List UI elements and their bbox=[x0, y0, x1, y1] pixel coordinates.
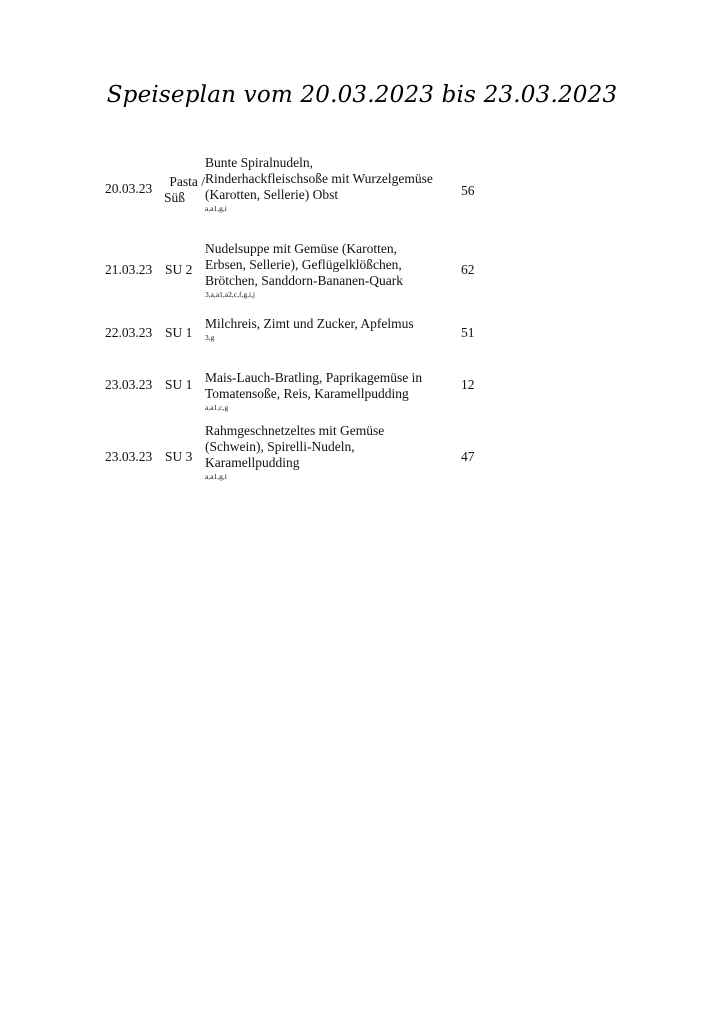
menu-date: 22.03.23 bbox=[105, 325, 153, 340]
menu-description-line: Brötchen, Sanddorn-Bananen-Quark bbox=[205, 273, 403, 288]
menu-date: 23.03.23 bbox=[105, 377, 153, 392]
menu-description-line: Mais-Lauch-Bratling, Paprikagemüse in bbox=[205, 370, 423, 385]
menu-description bbox=[205, 316, 450, 342]
menu-description-line: (Karotten, Sellerie) Obst bbox=[205, 187, 339, 202]
menu-category bbox=[161, 449, 205, 465]
menu-allergens: a,a1,g,i bbox=[205, 472, 227, 481]
menu-allergens: 3,a,a1,a2,c,f,g,i,j bbox=[205, 290, 255, 299]
menu-description-line: Nudelsuppe mit Gemüse (Karotten, bbox=[205, 241, 397, 256]
menu-description bbox=[205, 241, 450, 299]
menu-description bbox=[205, 370, 450, 412]
menu-category-line: SU 1 bbox=[165, 325, 193, 340]
menu-category bbox=[161, 174, 205, 206]
menu-category-line: Süß bbox=[164, 190, 186, 205]
menu-description bbox=[205, 155, 450, 213]
menu-description-line: Erbsen, Sellerie), Geflügelklößchen, bbox=[205, 257, 402, 272]
menu-category-line: SU 3 bbox=[165, 449, 193, 464]
menu-description-line: Bunte Spiralnudeln, bbox=[205, 155, 313, 170]
menu-description bbox=[205, 423, 450, 481]
menu-description-line: (Schwein), Spirelli-Nudeln, bbox=[205, 439, 355, 454]
menu-date: 20.03.23 bbox=[105, 181, 153, 196]
menu-number: 12 bbox=[461, 377, 475, 392]
menu-description-line: Karamellpudding bbox=[205, 455, 300, 470]
menu-description-line: Tomatensoße, Reis, Karamellpudding bbox=[205, 386, 409, 401]
menu-category-line: Pasta / bbox=[169, 174, 205, 189]
menu-description-line: Rahmgeschnetzeltes mit Gemüse bbox=[205, 423, 385, 438]
menu-category bbox=[161, 377, 205, 393]
menu-category-line: SU 1 bbox=[165, 377, 193, 392]
menu-number: 56 bbox=[461, 183, 475, 198]
menu-number: 51 bbox=[461, 325, 475, 340]
menu-allergens: 3,g bbox=[205, 333, 215, 342]
menu-allergens: a,a1,c,g bbox=[205, 403, 229, 412]
menu-description-line: Rinderhackfleischsoße mit Wurzelgemüse bbox=[205, 171, 433, 186]
menu-date: 23.03.23 bbox=[105, 449, 153, 464]
menu-date: 21.03.23 bbox=[105, 262, 153, 277]
menu-category bbox=[161, 325, 205, 341]
menu-allergens: a,a1,g,i bbox=[205, 204, 227, 213]
menu-category bbox=[161, 262, 205, 278]
menu-number: 62 bbox=[461, 262, 475, 277]
menu-category-line: SU 2 bbox=[165, 262, 193, 277]
menu-number: 47 bbox=[461, 449, 475, 464]
page-title: Speiseplan vom 20.03.2023 bis 23.03.2023 bbox=[106, 82, 618, 108]
menu-description-line: Milchreis, Zimt und Zucker, Apfelmus bbox=[205, 316, 414, 331]
